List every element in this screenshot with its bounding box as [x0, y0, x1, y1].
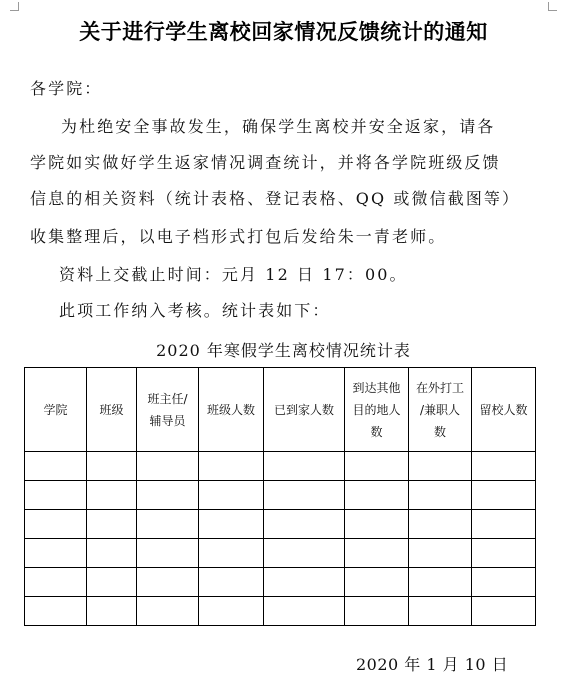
table-cell[interactable] [264, 597, 345, 626]
table-cell[interactable] [199, 539, 264, 568]
table-cell[interactable] [472, 452, 536, 481]
table-cell[interactable] [87, 481, 137, 510]
table-cell[interactable] [264, 481, 345, 510]
table-cell[interactable] [409, 568, 472, 597]
table-cell[interactable] [199, 568, 264, 597]
table-cell[interactable] [409, 510, 472, 539]
table-cell[interactable] [409, 452, 472, 481]
header-arrived-home: 已到家人数 [264, 368, 345, 452]
table-cell[interactable] [264, 452, 345, 481]
table-cell[interactable] [472, 510, 536, 539]
table-cell[interactable] [345, 510, 409, 539]
table-row [25, 510, 536, 539]
table-cell[interactable] [264, 539, 345, 568]
table-cell[interactable] [137, 452, 199, 481]
table-cell[interactable] [199, 481, 264, 510]
table-cell[interactable] [25, 539, 87, 568]
header-working-outside: 在外打工 /兼职人 数 [409, 368, 472, 452]
page-corner-mark-right [548, 2, 557, 11]
header-college: 学院 [25, 368, 87, 452]
table-cell[interactable] [25, 597, 87, 626]
statistics-table [24, 367, 536, 626]
table-cell[interactable] [137, 597, 199, 626]
table-cell[interactable] [87, 452, 137, 481]
table-row [25, 452, 536, 481]
paragraph-line-3: 信息的相关资料（统计表格、登记表格、QQ 或微信截图等） [30, 189, 521, 208]
document-date: 2020 年 1 月 10 日 [356, 655, 509, 674]
paragraph-line-1: 为杜绝安全事故发生，确保学生离校并安全返家，请各 [61, 117, 496, 136]
table-header-row [25, 368, 536, 452]
greeting: 各学院： [30, 79, 103, 98]
table-cell[interactable] [87, 597, 137, 626]
table-cell[interactable] [345, 539, 409, 568]
table-cell[interactable] [25, 481, 87, 510]
table-cell[interactable] [137, 539, 199, 568]
page-corner-mark-left [10, 2, 19, 11]
paragraph-line-4: 收集整理后，以电子档形式打包后发给朱一青老师。 [30, 227, 447, 246]
table-cell[interactable] [25, 452, 87, 481]
table-cell[interactable] [409, 597, 472, 626]
header-class: 班级 [87, 368, 137, 452]
table-cell[interactable] [345, 568, 409, 597]
table-cell[interactable] [137, 568, 199, 597]
table-cell[interactable] [137, 481, 199, 510]
table-cell[interactable] [199, 597, 264, 626]
table-cell[interactable] [472, 481, 536, 510]
document-title: 关于进行学生离校回家情况反馈统计的通知 [79, 20, 488, 44]
table-cell[interactable] [199, 452, 264, 481]
table-row [25, 539, 536, 568]
table-row [25, 481, 536, 510]
paragraph-line-2: 学院如实做好学生返家情况调查统计，并将各学院班级反馈 [30, 153, 501, 172]
table-cell[interactable] [87, 539, 137, 568]
table-cell[interactable] [472, 568, 536, 597]
header-class-size: 班级人数 [199, 368, 264, 452]
header-other-destination: 到达其他 目的地人 数 [345, 368, 409, 452]
table-cell[interactable] [137, 510, 199, 539]
table-cell[interactable] [25, 510, 87, 539]
table-row [25, 568, 536, 597]
assessment-line: 此项工作纳入考核。统计表如下： [59, 301, 331, 320]
table-cell[interactable] [199, 510, 264, 539]
table-cell[interactable] [409, 539, 472, 568]
table-cell[interactable] [25, 568, 87, 597]
table-cell[interactable] [472, 539, 536, 568]
table-cell[interactable] [264, 510, 345, 539]
table-body [25, 452, 536, 626]
table-caption: 2020 年寒假学生离校情况统计表 [156, 341, 411, 360]
header-staying-on-campus: 留校人数 [472, 368, 536, 452]
table-row [25, 597, 536, 626]
table-cell[interactable] [345, 452, 409, 481]
header-head-teacher: 班主任/ 辅导员 [137, 368, 199, 452]
table-cell[interactable] [264, 568, 345, 597]
table-cell[interactable] [87, 510, 137, 539]
table-cell[interactable] [409, 481, 472, 510]
table-cell[interactable] [87, 568, 137, 597]
deadline-line: 资料上交截止时间：元月 12 日 17：00。 [59, 265, 408, 284]
table-cell[interactable] [472, 597, 536, 626]
table-cell[interactable] [345, 481, 409, 510]
table-cell[interactable] [345, 597, 409, 626]
